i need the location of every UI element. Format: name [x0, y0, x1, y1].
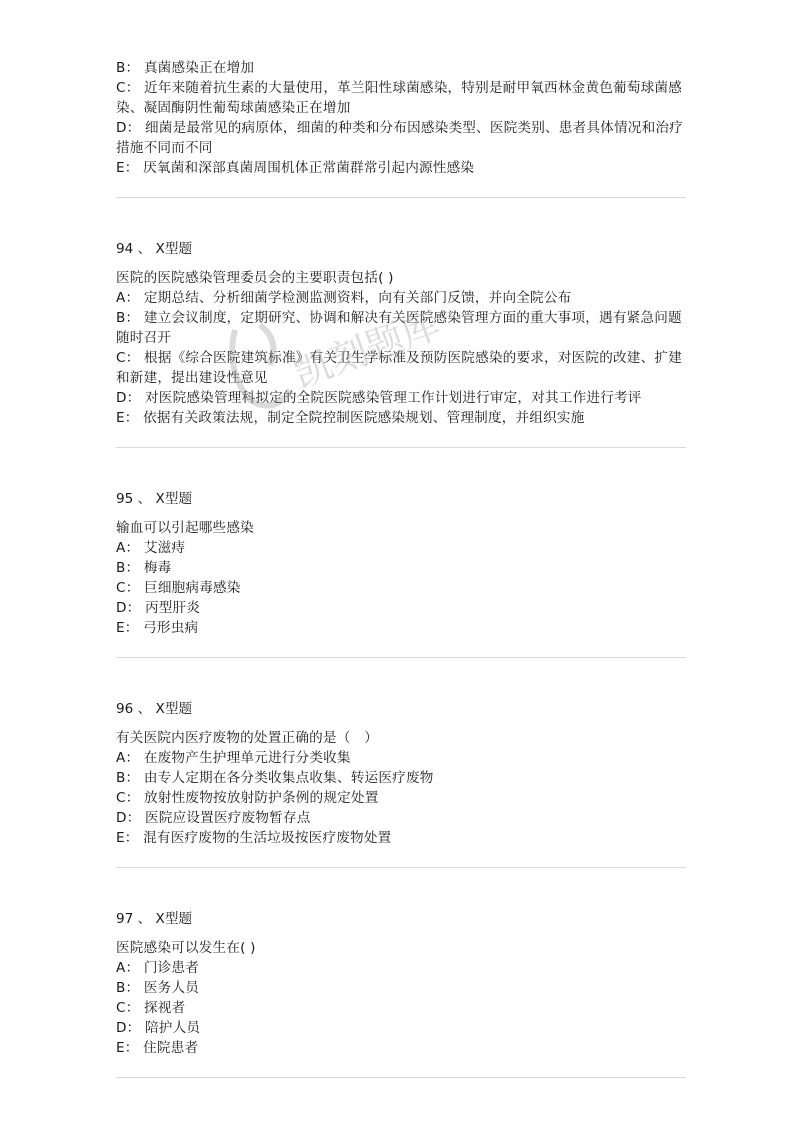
question-divider [116, 867, 686, 868]
option-c: C： 探视者 [116, 1000, 186, 1016]
option-e: E： 依据有关政策法规，制定全院控制医院感染规划、管理制度，并组织实施 [116, 410, 585, 426]
option-d: D： 陪护人员 [116, 1020, 201, 1036]
question-stem: 有关医院内医疗废物的处置正确的是（ ） [116, 730, 379, 746]
question-divider [116, 447, 686, 448]
option-a: A： 定期总结、分析细菌学检测监测资料，向有关部门反馈，并向全院公布 [116, 290, 572, 306]
option-e: E： 弓形虫病 [116, 620, 199, 636]
watermark-text: 凯刻题库 [287, 302, 446, 396]
option-e: E： 混有医疗废物的生活垃圾按医疗废物处置 [116, 830, 392, 846]
option-d: D： 细菌是最常见的病原体，细菌的种类和分布因感染类型、医院类别、患者具体情况和治疗措施不同而不同 [116, 120, 683, 156]
option-e: E： 住院患者 [116, 1040, 199, 1056]
option-d: D： 对医院感染管理科拟定的全院医院感染管理工作计划进行审定，对其工作进行考评 [116, 390, 642, 406]
question-divider [116, 197, 686, 198]
question-96 [116, 699, 686, 848]
question-stem: 医院的医院感染管理委员会的主要职责包括( ) [116, 270, 394, 286]
option-a: A： 艾滋痔 [116, 540, 186, 556]
question-stem: 输血可以引起哪些感染 [116, 520, 254, 536]
question-divider [116, 657, 686, 658]
option-e: E： 厌氧菌和深部真菌周围机体正常菌群常引起内源性感染 [116, 160, 475, 176]
option-c: C： 近年来随着抗生素的大量使用，革兰阳性球菌感染，特别是耐甲氧西林金黄色葡萄球菌感染、凝固酶阴性葡萄球菌感染正在增加 [116, 80, 682, 116]
question-number: 96 、 X型题 [116, 701, 193, 717]
option-c: C： 放射性废物按放射防护条例的规定处置 [116, 790, 379, 806]
option-a: A： 门诊患者 [116, 960, 200, 976]
question-divider [116, 1077, 686, 1078]
question-number: 97 、 X型题 [116, 911, 193, 927]
question-number: 95 、 X型题 [116, 491, 193, 507]
question-94 [116, 239, 686, 428]
question-97 [116, 909, 686, 1058]
option-a: A： 在废物产生护理单元进行分类收集 [116, 750, 351, 766]
option-b: B： 由专人定期在各分类收集点收集、转运医疗废物 [116, 770, 434, 786]
option-d: D： 医院应设置医疗废物暂存点 [116, 810, 311, 826]
option-d: D： 丙型肝炎 [116, 600, 201, 616]
q93-options-tail [116, 58, 686, 178]
option-b: B： 建立会议制度，定期研究、协调和解决有关医院感染管理方面的重大事项，遇有紧急问题随时召开 [116, 310, 682, 346]
question-95 [116, 489, 686, 638]
option-b: B： 梅毒 [116, 560, 172, 576]
question-number: 94 、 X型题 [116, 241, 193, 257]
option-c: C： 巨细胞病毒感染 [116, 580, 241, 596]
option-c: C： 根据《综合医院建筑标准》有关卫生学标准及预防医院感染的要求，对医院的改建、扩建和新建，提出建设性意见 [116, 350, 682, 386]
document-page [116, 58, 686, 1078]
question-stem: 医院感染可以发生在( ) [116, 940, 256, 956]
option-b: B： 真菌感染正在增加 [116, 60, 255, 76]
option-b: B： 医务人员 [116, 980, 200, 996]
